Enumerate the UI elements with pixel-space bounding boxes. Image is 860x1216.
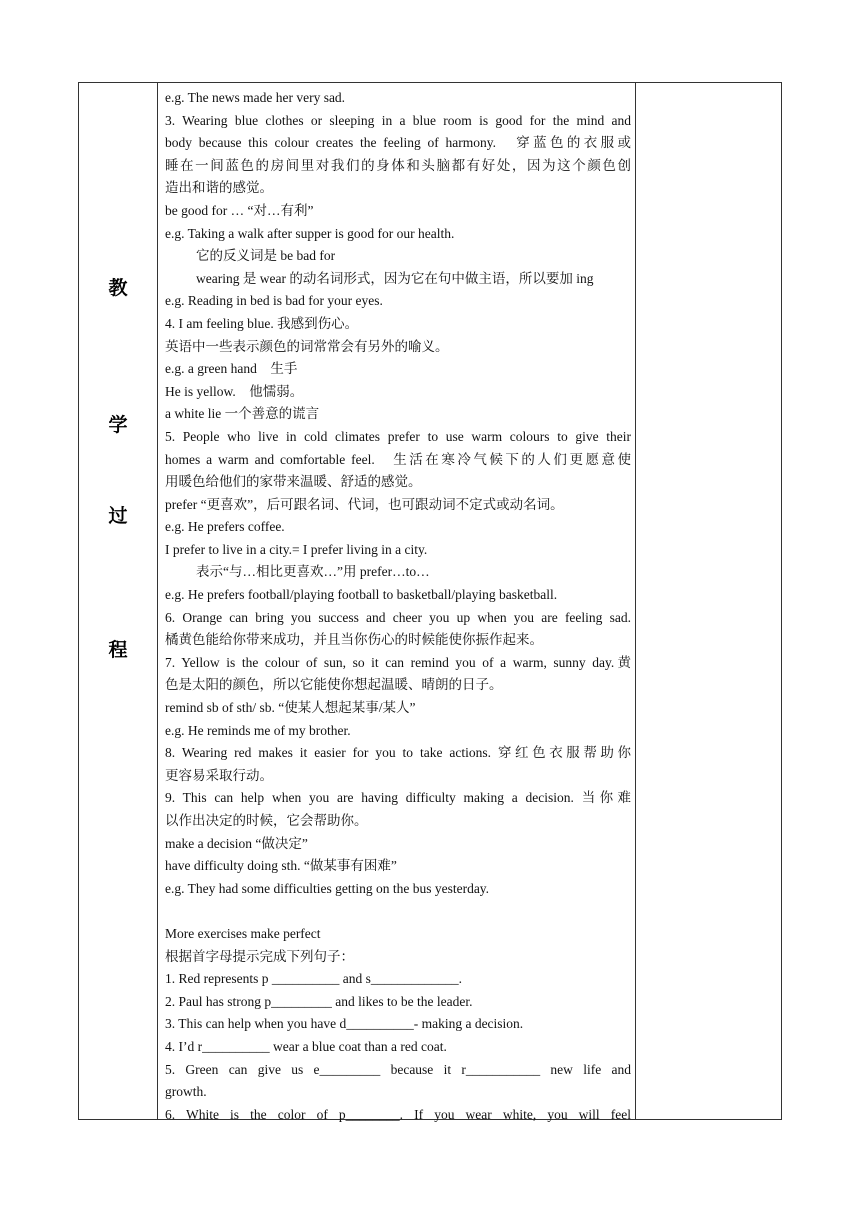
- text-line: growth.: [165, 1084, 207, 1100]
- text-line: 表示“与…相比更喜欢…”用 prefer…to…: [196, 564, 430, 580]
- text-line: body because this colour creates the feeling of harmony. 穿蓝色的衣服或: [165, 135, 631, 151]
- text-line: 睡在一间蓝色的房间里对我们的身体和头脑都有好处，因为这个颜色创: [165, 157, 631, 173]
- text-line: e.g. He prefers coffee.: [165, 519, 285, 535]
- text-line: be good for … “对…有利”: [165, 202, 314, 218]
- text-line: 1. Red represents p __________ and s_____________.: [165, 971, 462, 987]
- text-line: wearing 是 wear 的动名词形式，因为它在句中做主语，所以要加 ing: [196, 270, 594, 286]
- text-line: 3. This can help when you have d__________- making a decision.: [165, 1016, 524, 1032]
- text-line: 橘黄色能给你带来成功，并且当你伤心的时候能使你振作起来。: [165, 632, 543, 648]
- text-line: make a decision “做决定”: [165, 835, 308, 851]
- text-line: He is yellow. 他懦弱。: [165, 383, 304, 399]
- side-label-guo: 过: [108, 505, 128, 527]
- text-line: e.g. The news made her very sad.: [165, 90, 346, 105]
- side-label-xue: 学: [108, 414, 128, 436]
- text-line: 5. Green can give us e_________ because it r___________ new life and: [165, 1061, 631, 1077]
- text-line: remind sb of sth/ sb. “使某人想起某事/某人”: [165, 700, 416, 716]
- text-line: 4. I’d r__________ wear a blue coat than a red coat.: [165, 1038, 447, 1054]
- text-line: have difficulty doing sth. “做某事有困难”: [165, 858, 397, 874]
- text-line: e.g. He prefers football/playing football to basketball/playing basketball.: [165, 587, 558, 603]
- side-label-jiao: 教: [108, 277, 128, 299]
- column-divider-left: [157, 83, 158, 1119]
- text-line: 更容易采取行动。: [165, 767, 273, 783]
- text-line: homes a warm and comfortable feel. 生活在寒冷气候下的人们更愿意使: [165, 451, 631, 467]
- lesson-table: [78, 82, 782, 1120]
- text-line: 2. Paul has strong p_________ and likes to be the leader.: [165, 993, 473, 1009]
- text-line: a white lie 一个善意的谎言: [165, 406, 320, 422]
- text-line: e.g. a green hand 生手: [165, 361, 298, 377]
- text-line: 英语中一些表示颜色的词常常会有另外的喻义。: [165, 338, 449, 354]
- text-line: e.g. They had some difficulties getting on the bus yesterday.: [165, 880, 490, 896]
- text-line: 造出和谐的感觉。: [165, 180, 273, 196]
- text-line: 6. White is the color of p________. If you wear white, you will feel: [165, 1106, 631, 1122]
- text-line: More exercises make perfect: [165, 925, 321, 941]
- text-line: e.g. Reading in bed is bad for your eyes.: [165, 293, 383, 309]
- text-line: 6. Orange can bring you success and cheer you up when you are feeling sad.: [165, 609, 631, 625]
- text-line: I prefer to live in a city.= I prefer living in a city.: [165, 541, 428, 557]
- text-line: e.g. Taking a walk after supper is good for our health.: [165, 225, 455, 241]
- text-line: 色是太阳的颜色，所以它能使你想起温暖、晴朗的日子。: [165, 677, 503, 693]
- text-line: 7. Yellow is the colour of sun, so it can remind you of a warm, sunny day.黄: [165, 654, 631, 670]
- text-line: e.g. He reminds me of my brother.: [165, 722, 351, 738]
- column-divider-right: [635, 83, 636, 1119]
- text-line: 9. This can help when you are having difficulty making a decision. 当你难: [165, 790, 631, 806]
- text-line: 4. I am feeling blue. 我感到伤心。: [165, 315, 359, 331]
- text-line: 3. Wearing blue clothes or sleeping in a blue room is good for the mind and: [165, 112, 631, 128]
- text-line: 以作出决定的时候，它会帮助你。: [165, 813, 368, 828]
- text-line: 它的反义词是 be bad for: [196, 248, 336, 264]
- blank-line: [165, 900, 631, 923]
- text-line: 用暖色给他们的家带来温暖、舒适的感觉。: [165, 474, 422, 490]
- text-line: 8. Wearing red makes it easier for you to take actions. 穿红色衣服帮助你: [165, 745, 631, 761]
- text-line: 根据首字母提示完成下列句子：: [165, 948, 354, 964]
- lesson-content: [165, 87, 631, 1126]
- text-line: 5. People who live in cold climates prefer to use warm colours to give their: [165, 428, 631, 444]
- text-line: prefer “更喜欢”，后可跟名词、代词，也可跟动词不定式或动名词。: [165, 496, 564, 512]
- side-label-cheng: 程: [108, 639, 128, 661]
